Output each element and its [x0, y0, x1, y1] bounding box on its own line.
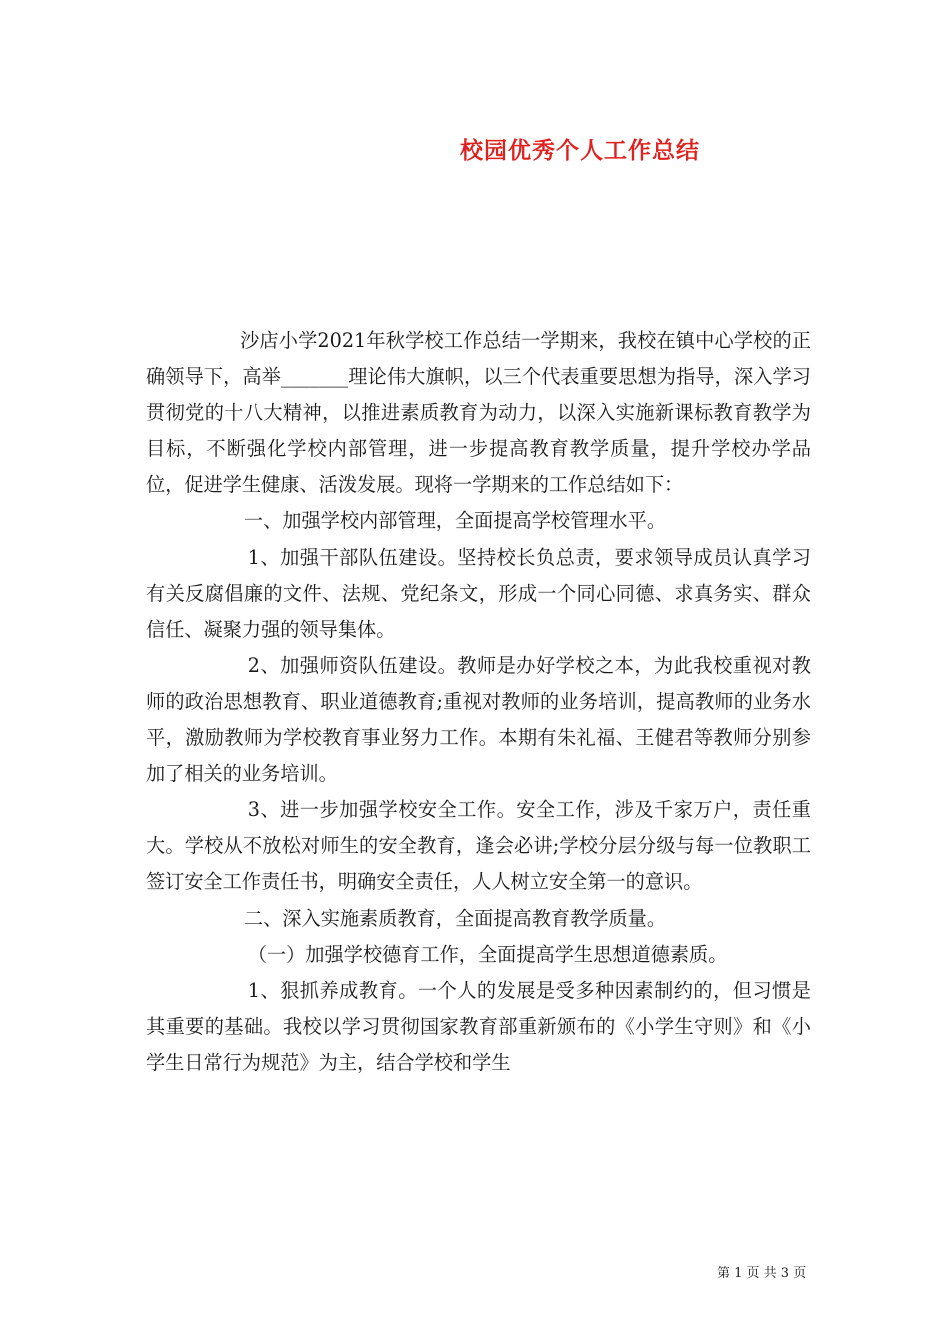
- paragraph-item-2-1-1: 1、狠抓养成教育。一个人的发展是受多种因素制约的，但习惯是其重要的基础。我校以学习贯彻国家教育部重新颁布的《小学生守则》和《小学生日常行为规范》为主，结合学校和学生: [146, 978, 811, 1074]
- page-footer: 第 1 页 共 3 页: [717, 1266, 807, 1281]
- paragraph-item-1-3: 3、进一步加强学校安全工作。安全工作，涉及千家万户，责任重大。学校从不放松对师生的安全教育，逢会必讲;学校分层分级与每一位教职工签订安全工作责任书，明确安全责任，人人树立安全第一的意识。: [146, 798, 811, 894]
- paragraph-item-1-2: 2、加强师资队伍建设。教师是办好学校之本，为此我校重视对教师的政治思想教育、职业道德教育;重视对教师的业务培训，提高教师的业务水平，激励教师为学校教育事业努力工作。本期有朱礼福、王健君等教师分别参加了相关的业务培训。: [146, 653, 811, 786]
- paragraph-item-1-1: 1、加强干部队伍建设。坚持校长负总责，要求领导成员认真学习有关反腐倡廉的文件、法规、党纪条文，形成一个同心同德、求真务实、群众信任、凝聚力强的领导集体。: [146, 545, 811, 641]
- heading-subsection-2-1: （一）加强学校德育工作，全面提高学生思想道德素质。: [247, 942, 728, 966]
- document-body: [146, 323, 811, 1081]
- document-title: 校园优秀个人工作总结: [460, 138, 700, 164]
- heading-section-2: 二、深入实施素质教育，全面提高教育教学质量。: [243, 906, 667, 930]
- heading-section-1: 一、加强学校内部管理，全面提高学校管理水平。: [243, 509, 667, 533]
- paragraph-intro: 沙店小学2021年秋学校工作总结一学期来，我校在镇中心学校的正确领导下，高举_______理论伟大旗帜，以三个代表重要思想为指导，深入学习贯彻党的十八大精神，以推进素质教育为动力，以深入实施新课标教育教学为目标，不断强化学校内部管理，进一步提高教育教学质量，提升学校办学品位，促进学生健康、活泼发展。现将一学期来的工作总结如下：: [146, 329, 811, 497]
